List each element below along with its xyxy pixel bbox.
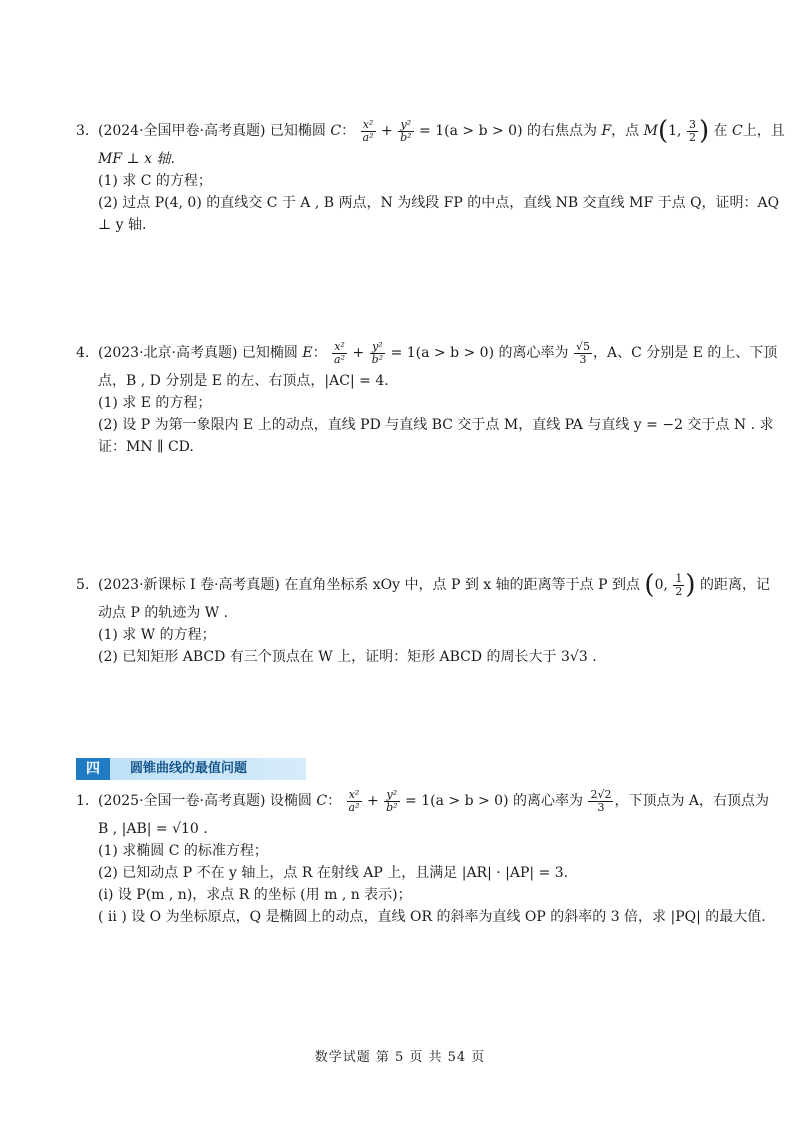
fraction-den: b²: [386, 800, 398, 814]
math-symbol: +: [366, 793, 379, 809]
fraction: [332, 341, 347, 366]
fraction-den: a²: [362, 130, 374, 144]
fraction-den: b²: [371, 352, 384, 366]
math-symbol: +: [380, 123, 393, 139]
question-2: (2) 已知矩形 ABCD 有三个顶点在 W 上，证明：矩形 ABCD 的周长大于 3√3 .: [98, 649, 597, 665]
problem-number: 4.: [76, 345, 90, 361]
math-symbol: (: [644, 570, 655, 600]
problem-4-line-1: [76, 336, 778, 370]
question-2-cont: ⊥ y 轴.: [98, 217, 147, 233]
problem-text: ，点: [611, 123, 640, 139]
question-2-i: (i) 设 P(m , n)，求点 R 的坐标 (用 m , n 表示)；: [98, 887, 412, 903]
fraction-den: a²: [348, 800, 360, 814]
fraction: [398, 119, 413, 144]
math-symbol: F: [601, 123, 612, 139]
problem-source: (2024·全国甲卷·高考真题): [98, 123, 266, 139]
fraction: [574, 341, 592, 366]
problem-source: (2023·北京·高考真题): [98, 345, 238, 361]
math-expr: = 1(a > b > 0): [405, 793, 509, 809]
section-header: [76, 758, 306, 780]
fraction-num: x²: [332, 341, 347, 354]
math-symbol: C: [732, 123, 743, 139]
problem-number: 5.: [76, 577, 90, 593]
problem-text: 点，B , D 分别是 E 的左、右顶点，|AC| = 4.: [98, 373, 389, 389]
fraction-num: 2√2: [590, 787, 612, 801]
fraction-den: 3: [597, 800, 605, 814]
question-1: (1) 求 W 的方程；: [98, 627, 216, 643]
fraction: [384, 789, 399, 814]
problem-5: [76, 568, 770, 668]
math-symbol: M: [643, 123, 658, 139]
math-symbol: E: [302, 345, 313, 361]
math-expr: 0,: [654, 577, 673, 593]
problem-source: (2023·新课标 Ⅰ 卷·高考真题): [98, 577, 280, 593]
fraction-num: x²: [347, 789, 362, 802]
fraction-den: a²: [334, 352, 346, 366]
math-expr: = 1(a > b > 0): [419, 123, 523, 139]
math-symbol: +: [352, 345, 365, 361]
math-symbol: ：: [312, 345, 327, 361]
problem-text: 设椭圆: [265, 793, 312, 809]
section-number: 四: [76, 758, 110, 780]
problem-3: [76, 114, 785, 236]
problem-text: ，下顶点为 A，右顶点为: [614, 793, 770, 809]
question-2: (2) 已知动点 P 不在 y 轴上，点 R 在射线 AP 上，且满足 |AR| · |AP| = 3.: [98, 865, 569, 881]
problem-text: 的距离，记: [700, 577, 770, 593]
problem-text: MF ⊥ x 轴.: [98, 151, 175, 167]
problem-text: B , |AB| = √10 .: [98, 821, 208, 837]
fraction: [370, 341, 385, 366]
problem-source: (2025·全国一卷·高考真题): [98, 793, 266, 809]
fraction: [347, 789, 362, 814]
problem-text: 的离心率为: [513, 793, 583, 809]
fraction-den: 3: [579, 352, 587, 366]
fraction-num: y²: [384, 789, 399, 802]
fraction-num: y²: [398, 119, 413, 132]
problem-text: 已知椭圆: [265, 123, 326, 139]
math-expr: = 1(a > b > 0): [390, 345, 495, 361]
fraction-den: b²: [400, 130, 412, 144]
fraction: [588, 789, 613, 814]
problem-text: 上，且: [742, 123, 785, 139]
math-symbol: ): [685, 570, 696, 600]
problem-text: 在直角坐标系 xOy 中，点 P 到 x 轴的距离等于点 P 到点: [279, 577, 640, 593]
problem-text: 的离心率为: [498, 345, 569, 361]
problem-1: [76, 784, 770, 928]
question-2: (2) 过点 P(4, 0) 的直线交 C 于 A , B 两点，N 为线段 FP 的中点，直线 NB 交直线 MF 于点 Q，证明：AQ: [98, 195, 780, 211]
page-footer: 数学试题 第 5 页 共 54 页: [314, 1050, 486, 1065]
problem-1-line-1: [76, 784, 770, 818]
fraction: [687, 119, 698, 144]
problem-number: 3.: [76, 123, 90, 139]
fraction-num: 1: [675, 571, 683, 585]
problem-5-line-1: [76, 568, 770, 602]
fraction: [673, 573, 684, 598]
section-title: 圆锥曲线的最值问题: [130, 761, 248, 776]
problem-3-line-1: [76, 114, 785, 148]
math-symbol: C: [330, 123, 342, 139]
fraction-num: x²: [361, 119, 376, 132]
question-1: (1) 求 C 的方程；: [98, 173, 212, 189]
problem-4: [76, 336, 778, 458]
problem-text: 在: [713, 123, 728, 139]
math-symbol: (: [657, 116, 669, 146]
math-expr: 1,: [668, 123, 686, 139]
fraction-num: √5: [575, 339, 590, 353]
math-symbol: ): [698, 116, 710, 146]
fraction-num: y²: [370, 341, 385, 354]
fraction-num: 3: [688, 117, 696, 131]
question-2-ii: ( ii ) 设 O 为坐标原点，Q 是椭圆上的动点，直线 OR 的斜率为直线 OP 的斜率的 3 倍，求 |PQ| 的最大值.: [98, 909, 766, 925]
problem-text: 的右焦点为: [527, 123, 597, 139]
problem-text: 动点 P 的轨迹为 W .: [98, 605, 229, 621]
fraction-den: 2: [688, 130, 696, 144]
question-1: (1) 求 E 的方程；: [98, 395, 212, 411]
question-1: (1) 求椭圆 C 的标准方程；: [98, 843, 268, 859]
problem-text: ，A、C 分别是 E 的上、下顶: [592, 345, 778, 361]
fraction: [361, 119, 376, 144]
question-2-cont: 证：MN ∥ CD.: [98, 439, 194, 455]
problem-text: 已知椭圆: [237, 345, 298, 361]
math-symbol: ：: [341, 123, 356, 139]
math-symbol: C: [316, 793, 328, 809]
problem-number: 1.: [76, 793, 90, 809]
math-symbol: ：: [327, 793, 342, 809]
fraction-den: 2: [675, 584, 683, 598]
question-2: (2) 设 P 为第一象限内 E 上的动点，直线 PD 与直线 BC 交于点 M，直线 PA 与直线 y = −2 交于点 N . 求: [98, 417, 774, 433]
